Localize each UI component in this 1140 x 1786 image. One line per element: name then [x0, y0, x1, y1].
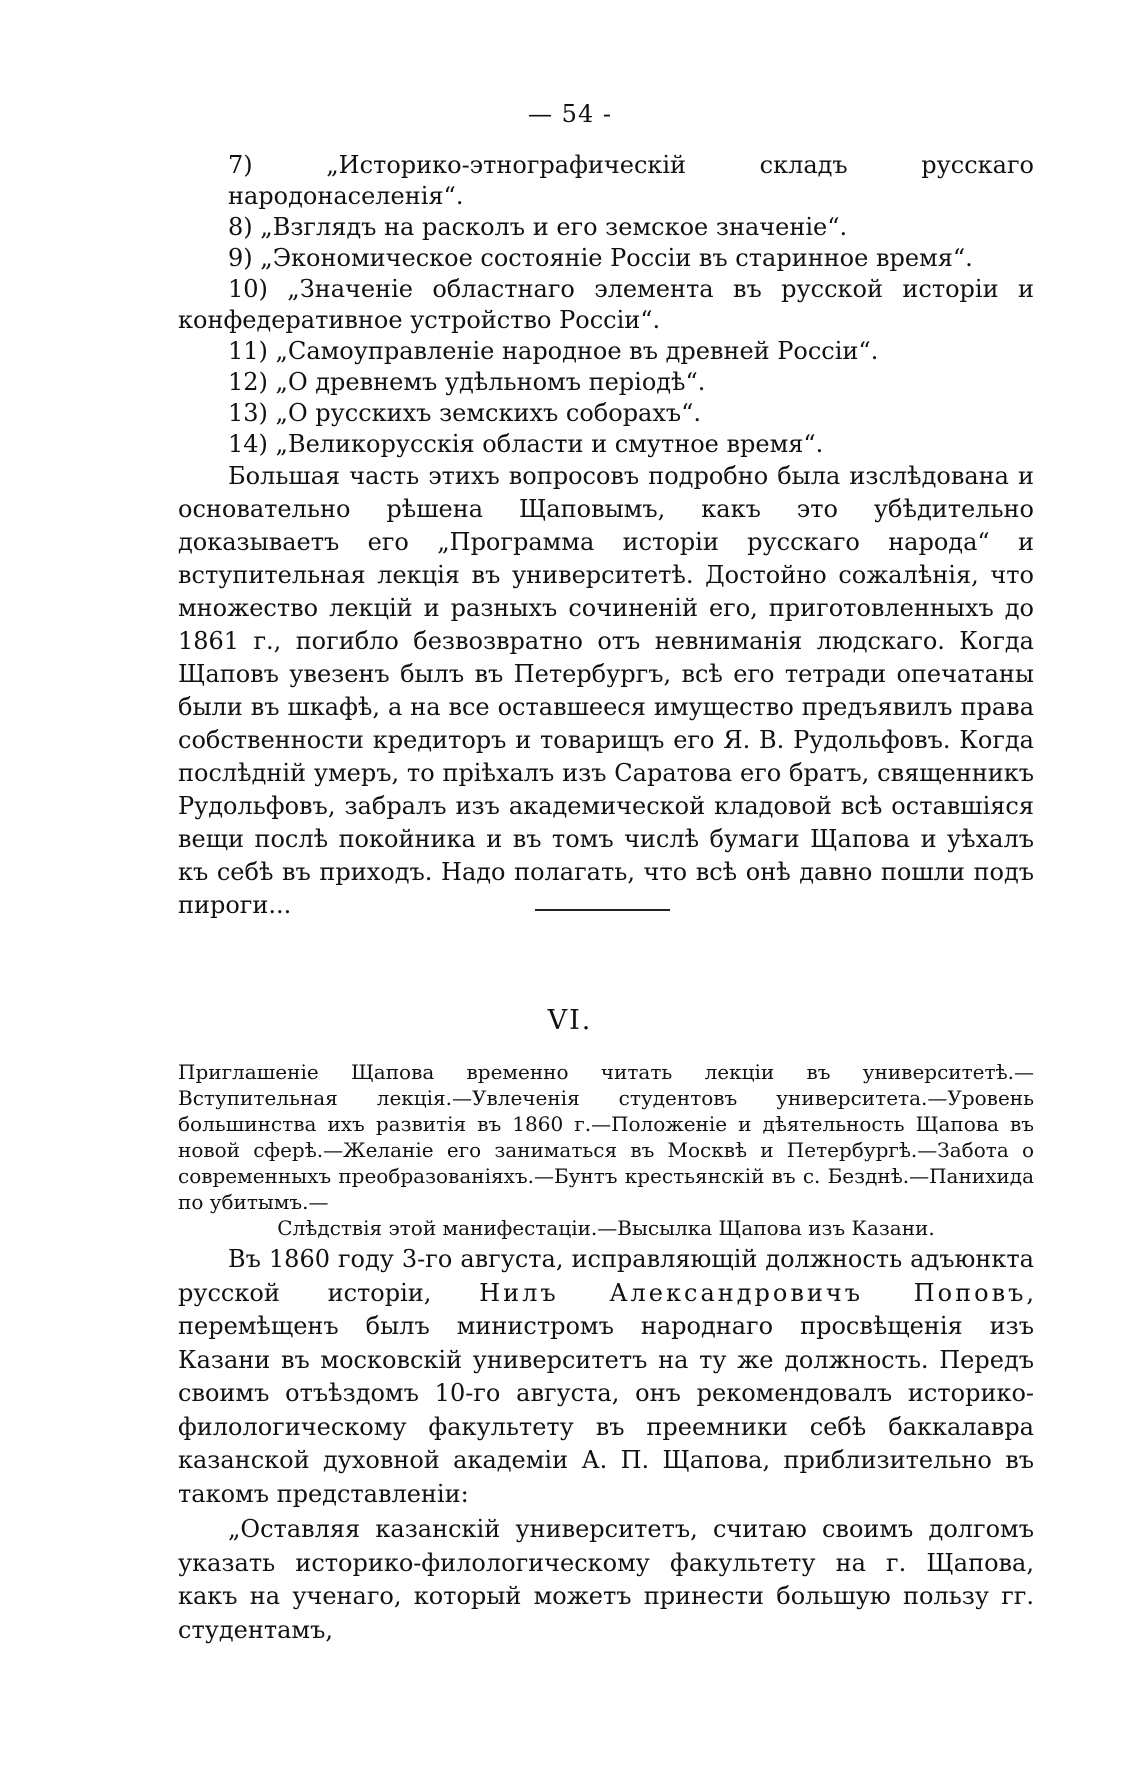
numbered-topic-list [178, 150, 1034, 922]
body-paragraph [178, 1243, 1034, 1511]
page-number: — 54 - [528, 100, 612, 128]
list-item: 7) „Историко-этнографическій складъ русскаго народонаселенія“. [228, 151, 1034, 210]
chapter-summary-last-line: Слѣдствія этой манифестаціи.—Высылка Щапова изъ Казани. [277, 1216, 935, 1240]
chapter-heading: VI. [547, 1005, 593, 1036]
section-divider [535, 909, 670, 911]
list-item: 12) „О древнемъ удѣльномъ періодѣ“. [228, 368, 706, 396]
chapter-body [178, 1243, 1034, 1647]
paragraph-text: Въ 1860 году 3-го августа, исправляющій должность адъюнкта русской исторіи, [178, 1245, 1034, 1307]
chapter-summary [178, 1059, 1034, 1241]
list-item: 14) „Великорусскія области и смутное время“. [228, 430, 824, 458]
list-item: 9) „Экономическое состояніе Россіи въ старинное время“. [228, 244, 973, 272]
list-item: 13) „О русскихъ земскихъ соборахъ“. [228, 399, 702, 427]
person-name: Нилъ Александровичъ Поповъ [479, 1278, 1027, 1307]
body-paragraph: Большая часть этихъ вопросовъ подробно была изслѣдована и основательно рѣшена Щаповымъ, какъ это убѣдительно доказываетъ его „Программа исторіи русскаго народа“ и вступительная лекція въ университетѣ. Достойно сожалѣнія, что множество лекцій и разныхъ сочиненій его, приготовленныхъ до 1861 г., погибло безвозвратно отъ невниманія людскаго. Когда Щаповъ увезенъ былъ въ Петербургъ, всѣ его тетради опечатаны были въ шкафѣ, а на все оставшееся имущество предъявилъ права собственности кредиторъ и товарищъ его Я. В. Рудольфовъ. Когда послѣдній умеръ, то пріѣхалъ изъ Саратова его братъ, священникъ Рудольфовъ, забралъ изъ академической кладовой всѣ оставшіяся вещи послѣ покойника и въ томъ числѣ бумаги Щапова и уѣхалъ къ себѣ въ приходъ. Надо полагать, что всѣ онѣ давно пошли подъ пироги... [178, 462, 1034, 919]
list-item: 10) „Значеніе областнаго элемента въ русской исторіи и конфедеративное устройство Россіи“. [178, 275, 1034, 334]
paragraph-text: , перемѣщенъ былъ министромъ народнаго просвѣщенія изъ Казани въ московскій университетъ на ту же должность. Передъ своимъ отъѣздомъ 10-го августа, онъ рекомендовалъ историко-филологическому факультету въ преемники себѣ баккалавра казанской духовной академіи А. П. Щапова, приблизительно въ такомъ представленіи: [178, 1278, 1034, 1508]
quotation-paragraph: „Оставляя казанскій университетъ, считаю своимъ долгомъ указать историко-филологическому факультету на г. Щапова, какъ на ученаго, который можетъ принести большую пользу гг. студентамъ, [178, 1515, 1034, 1644]
list-item: 11) „Самоуправленіе народное въ древней Россіи“. [228, 337, 879, 365]
list-item: 8) „Взглядъ на расколъ и его земское значеніе“. [228, 213, 848, 241]
chapter-summary-text: Приглашеніе Щапова временно читать лекціи въ университетѣ.—Вступительная лекція.—Увлеченія студентовъ университета.—Уровень большинства ихъ развитія въ 1860 г.—Положеніе и дѣятельность Щапова въ новой сферѣ.—Желаніе его заниматься въ Москвѣ и Петербургѣ.—Забота о современныхъ преобразованіяхъ.—Бунтъ крестьянскій въ с. Безднѣ.—Панихида по убитымъ.— [178, 1060, 1034, 1214]
